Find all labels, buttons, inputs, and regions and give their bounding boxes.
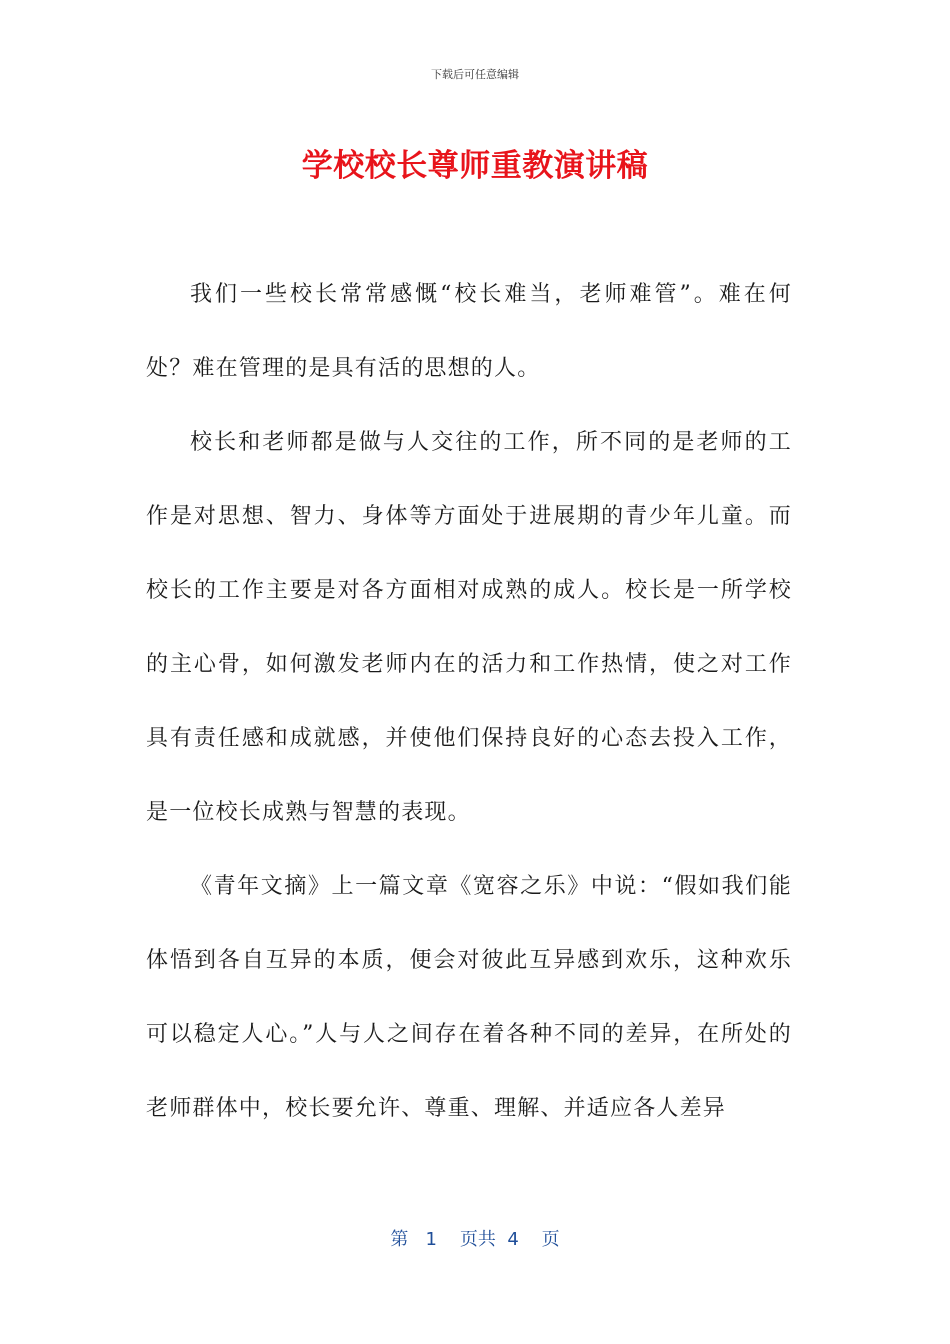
paragraph-2: 校长和老师都是做与人交往的工作，所不同的是老师的工作是对思想、智力、身体等方面处于进展期的青少年儿童。而校长的工作主要是对各方面相对成熟的成人。校长是一所学校的主心骨，如何激发老师内在的活力和工作热情，使之对工作具有责任感和成就感，并使他们保持良好的心态去投入工作，是一位校长成熟与智慧的表现。 [146, 430, 792, 825]
header-note: 下载后可任意编辑 [431, 68, 519, 81]
footer-prefix: 第 [390, 1229, 409, 1250]
paragraph-1: 我们一些校长常常感慨“校长难当，老师难管”。难在何处？难在管理的是具有活的思想的人。 [146, 282, 792, 381]
footer-middle: 页共 [459, 1229, 496, 1250]
page-footer [0, 1225, 950, 1251]
footer-page-number: 1 [425, 1229, 437, 1250]
footer-total-pages: 4 [507, 1229, 519, 1250]
footer-suffix: 页 [541, 1229, 560, 1250]
document-body [146, 258, 792, 1146]
paragraph-3: 《青年文摘》上一篇文章《宽容之乐》中说：“假如我们能体悟到各自互异的本质，便会对彼此互异感到欢乐，这种欢乐可以稳定人心。”人与人之间存在着各种不同的差异，在所处的老师群体中，校长要允许、尊重、理解、并适应各人差异 [146, 874, 792, 1121]
document-title: 学校校长尊师重教演讲稿 [301, 148, 649, 184]
